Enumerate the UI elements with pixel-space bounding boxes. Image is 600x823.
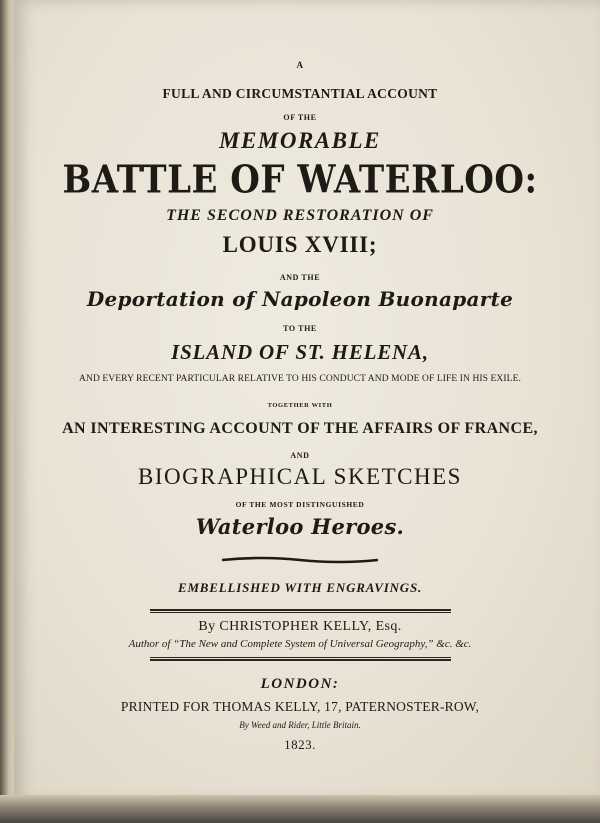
to-the-line: TO THE [283,324,317,333]
double-rule-top-1 [150,609,451,611]
conduct-line: AND EVERY RECENT PARTICULAR RELATIVE TO HIS CONDUCT AND MODE OF LIFE IN HIS EXILE. [79,374,521,384]
second-restoration-line: THE SECOND RESTORATION OF [166,207,434,224]
embellished-line: EMBELLISHED WITH ENGRAVINGS. [177,580,423,595]
most-distinguished-line: OF THE MOST DISTINGUISHED [235,500,365,509]
biographical-sketches-heading: BIOGRAPHICAL SKETCHES [138,464,462,489]
waterloo-heroes-heading: Waterloo Heroes. [195,514,405,539]
island-heading: ISLAND OF ST. HELENA, [171,340,429,364]
double-rule-bottom-1 [150,657,451,658]
double-rule-bottom-2 [150,659,451,661]
printers-line: By Weed and Rider, Little Britain. [239,720,361,730]
of-the-line-1: OF THE [283,113,317,122]
author-of-line: Author of “The New and Complete System of Universal Geography,” &c. &c. [128,638,472,650]
deportation-heading: Deportation of Napoleon Buonaparte [86,287,514,311]
and-line: AND [290,451,310,460]
memorable-heading: MEMORABLE [219,128,381,153]
article-a: A [296,60,304,70]
author-line: By CHRISTOPHER KELLY, Esq. [198,619,402,634]
london-line: LONDON: [260,676,340,692]
book-bottom-edge [0,795,600,823]
together-with-line: TOGETHER WITH [267,402,333,409]
affairs-of-france-line: AN INTERESTING ACCOUNT OF THE AFFAIRS OF FRANCE, [62,420,538,437]
ornamental-rule [222,555,378,565]
louis-heading: LOUIS XVIII; [222,232,378,257]
full-account-line: FULL AND CIRCUMSTANTIAL ACCOUNT [162,86,438,101]
printed-for-line: PRINTED FOR THOMAS KELLY, 17, PATERNOSTER-ROW, [120,699,480,714]
and-the-line: AND THE [279,273,321,282]
battle-of-waterloo-heading: BATTLE OF WATERLOO: [62,157,538,203]
double-rule-top-2 [150,612,451,613]
year-line: 1823. [284,737,316,752]
